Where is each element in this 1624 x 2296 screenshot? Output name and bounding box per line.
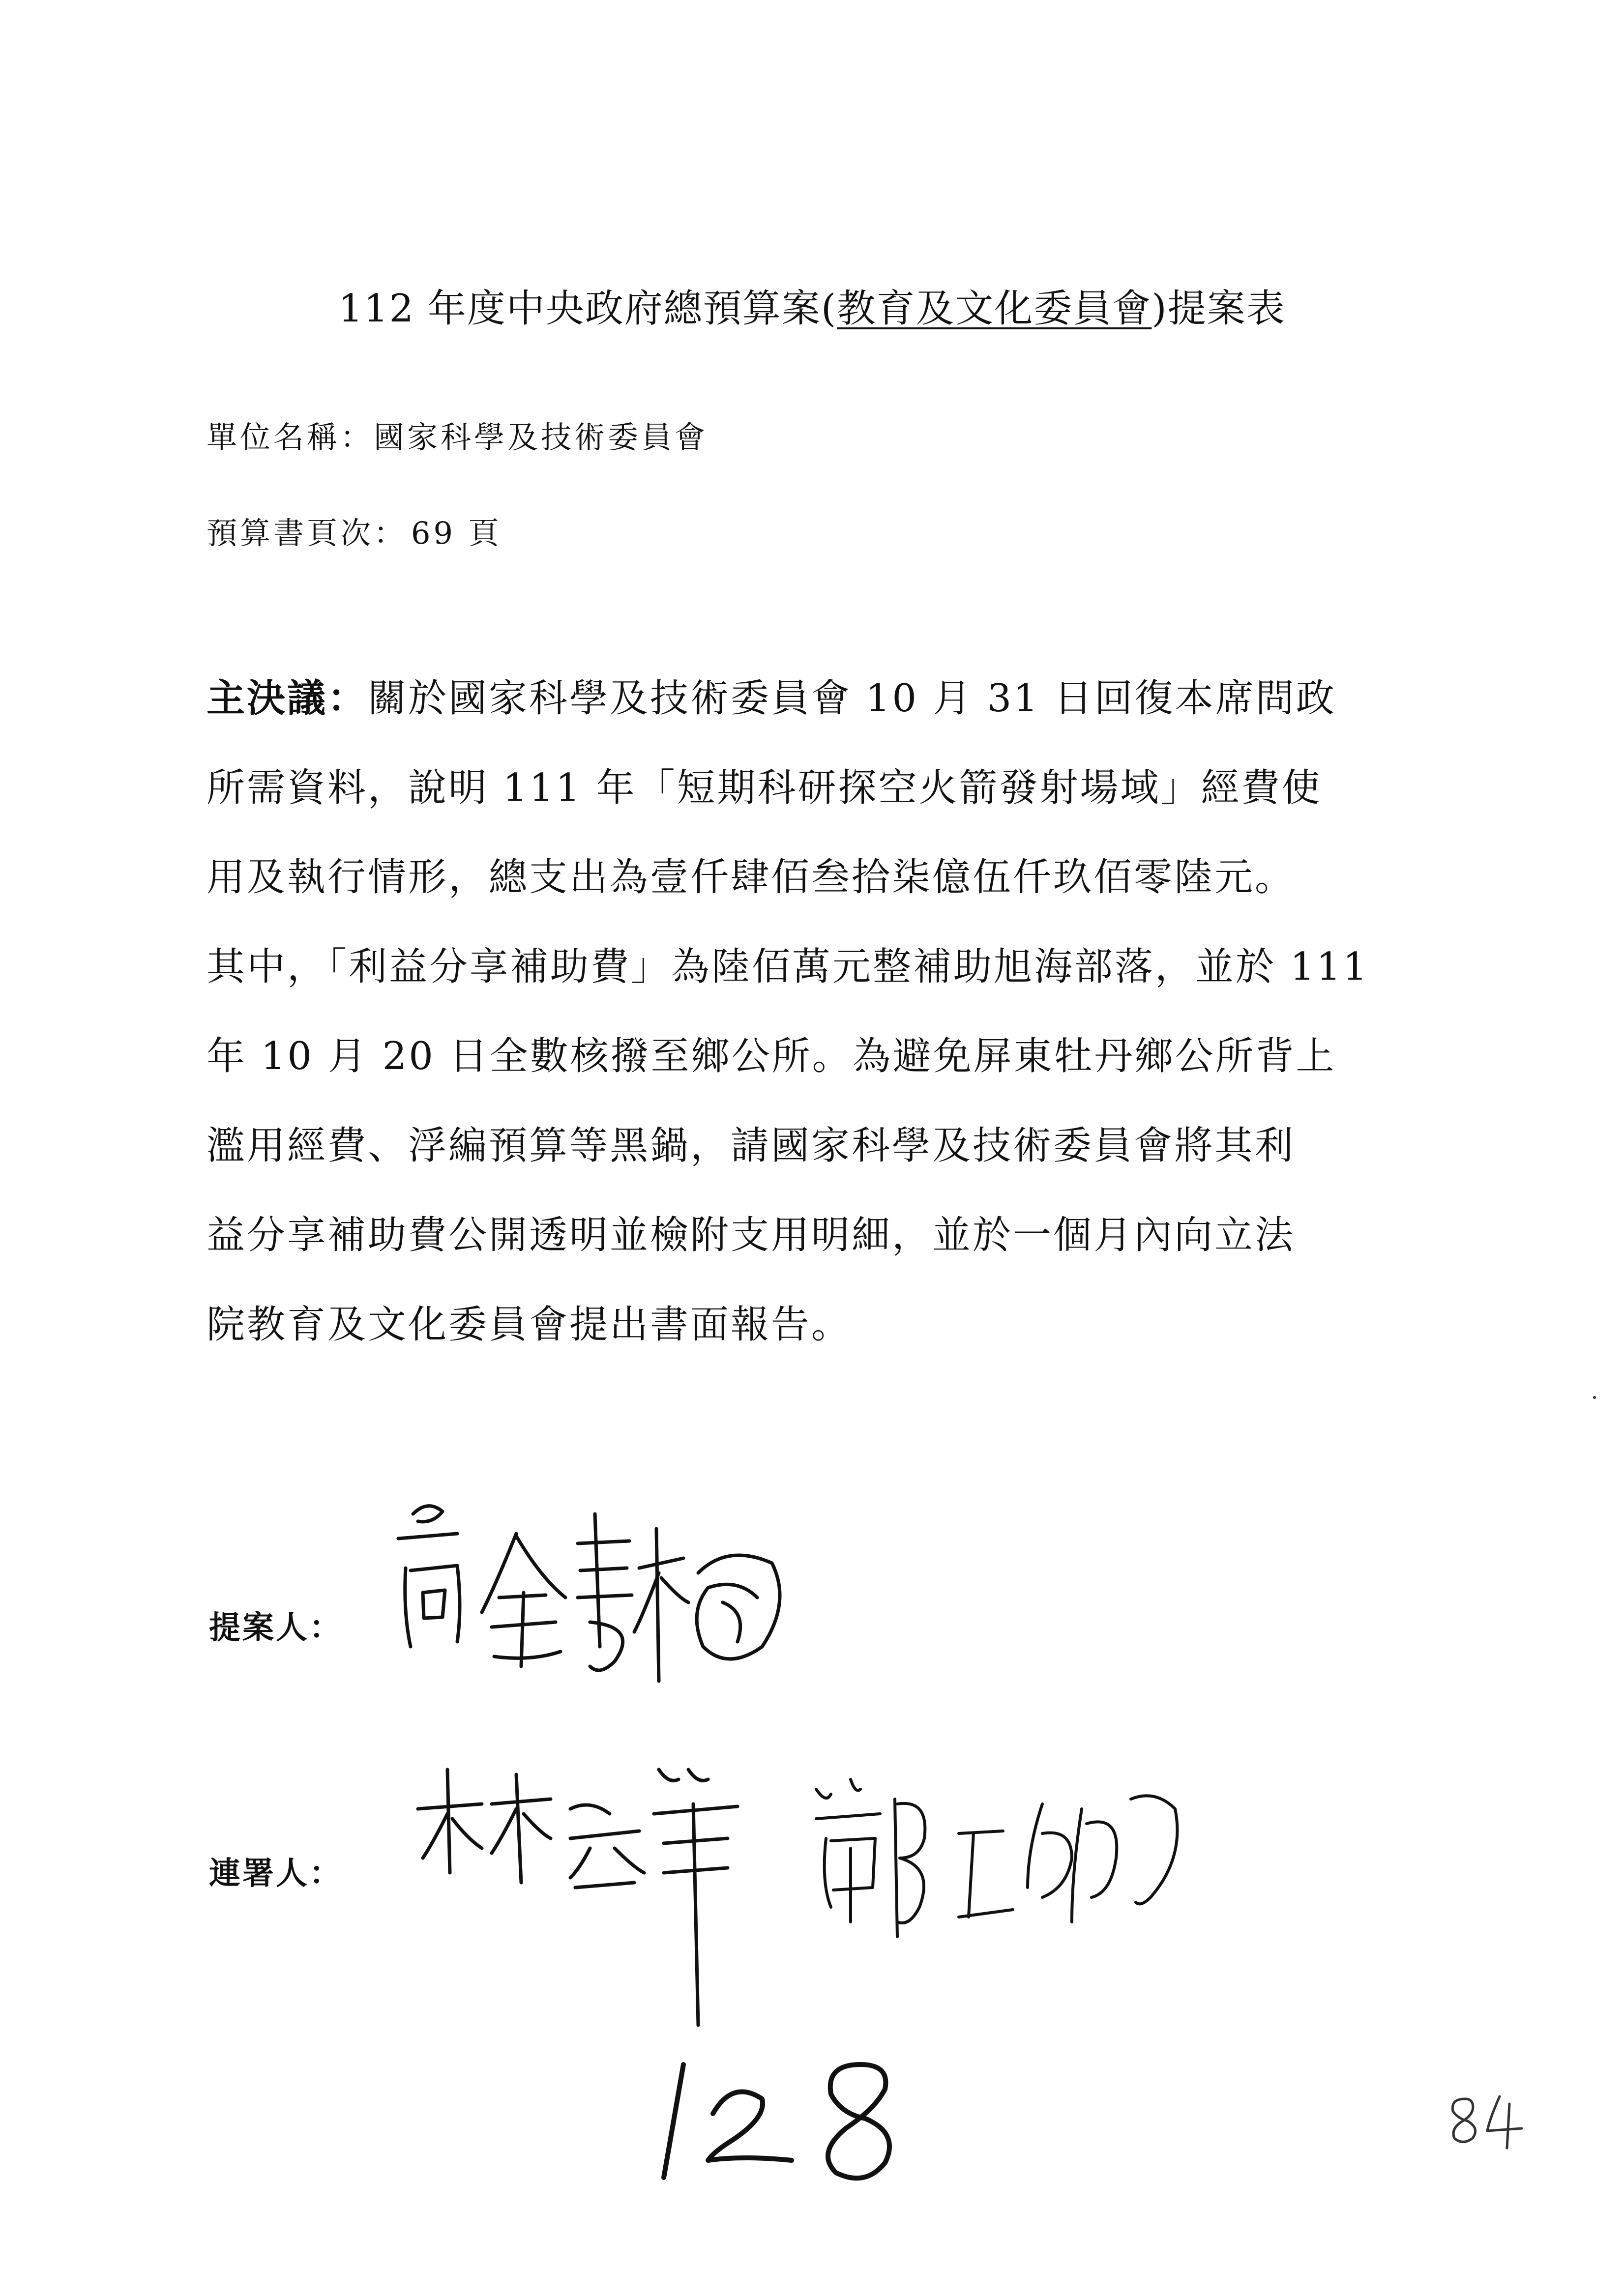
resolution-line: 所需資料，說明 111 年「短期科研探空火箭發射場域」經費使: [207, 766, 1322, 810]
resolution-line: 用及執行情形，總支出為壹仟肆佰叁拾柒億伍仟玖佰零陸元。: [207, 855, 1296, 900]
unit-name-value: 國家科學及技術委員會: [374, 419, 709, 455]
main-resolution: [207, 654, 1426, 1369]
title-prefix: 112 年度中央政府總預算案(: [338, 287, 837, 331]
cosigner-label: 連署人：: [209, 1855, 343, 1892]
resolution-line: 濫用經費、浮編預算等黑鍋，請國家科學及技術委員會將其利: [207, 1124, 1296, 1168]
cosigner-signature-1: [403, 1750, 757, 2045]
unit-name-label: 單位名稱：: [207, 419, 374, 455]
unit-name-line: [207, 413, 708, 457]
folio-number: [1436, 2084, 1544, 2153]
resolution-line: 益分享補助費公開透明並檢附支用明細，並於一個月內向立法: [207, 1213, 1296, 1257]
budget-page-label: 預算書頁次：: [207, 515, 408, 551]
resolution-line: [207, 654, 1426, 743]
document-title: [0, 278, 1624, 333]
resolution-text: 關於國家科學及技術委員會 10 月 31 日回復本席問政: [368, 676, 1336, 721]
title-suffix: )提案表: [1152, 287, 1286, 331]
resolution-line: 年 10 月 20 日全數核撥至鄉公所。為避免屏東牡丹鄉公所背上: [207, 1034, 1336, 1078]
resolution-line: 其中，「利益分享補助費」為陸佰萬元整補助旭海部落，並於 111: [207, 945, 1369, 989]
resolution-label: 主決議：: [207, 676, 368, 721]
cosigner-signature-2: [797, 1760, 1200, 1966]
proposer-label: 提案人：: [209, 1609, 343, 1646]
proposer-signature: [384, 1484, 826, 1701]
title-committee: 教育及文化委員會: [837, 287, 1152, 331]
scan-mark: [1593, 1396, 1596, 1399]
budget-page-value: 69 頁: [411, 515, 502, 551]
budget-page-line: [207, 509, 502, 552]
resolution-line: 院教育及文化委員會提出書面報告。: [207, 1303, 852, 1347]
handwritten-page-number: [654, 2045, 929, 2192]
